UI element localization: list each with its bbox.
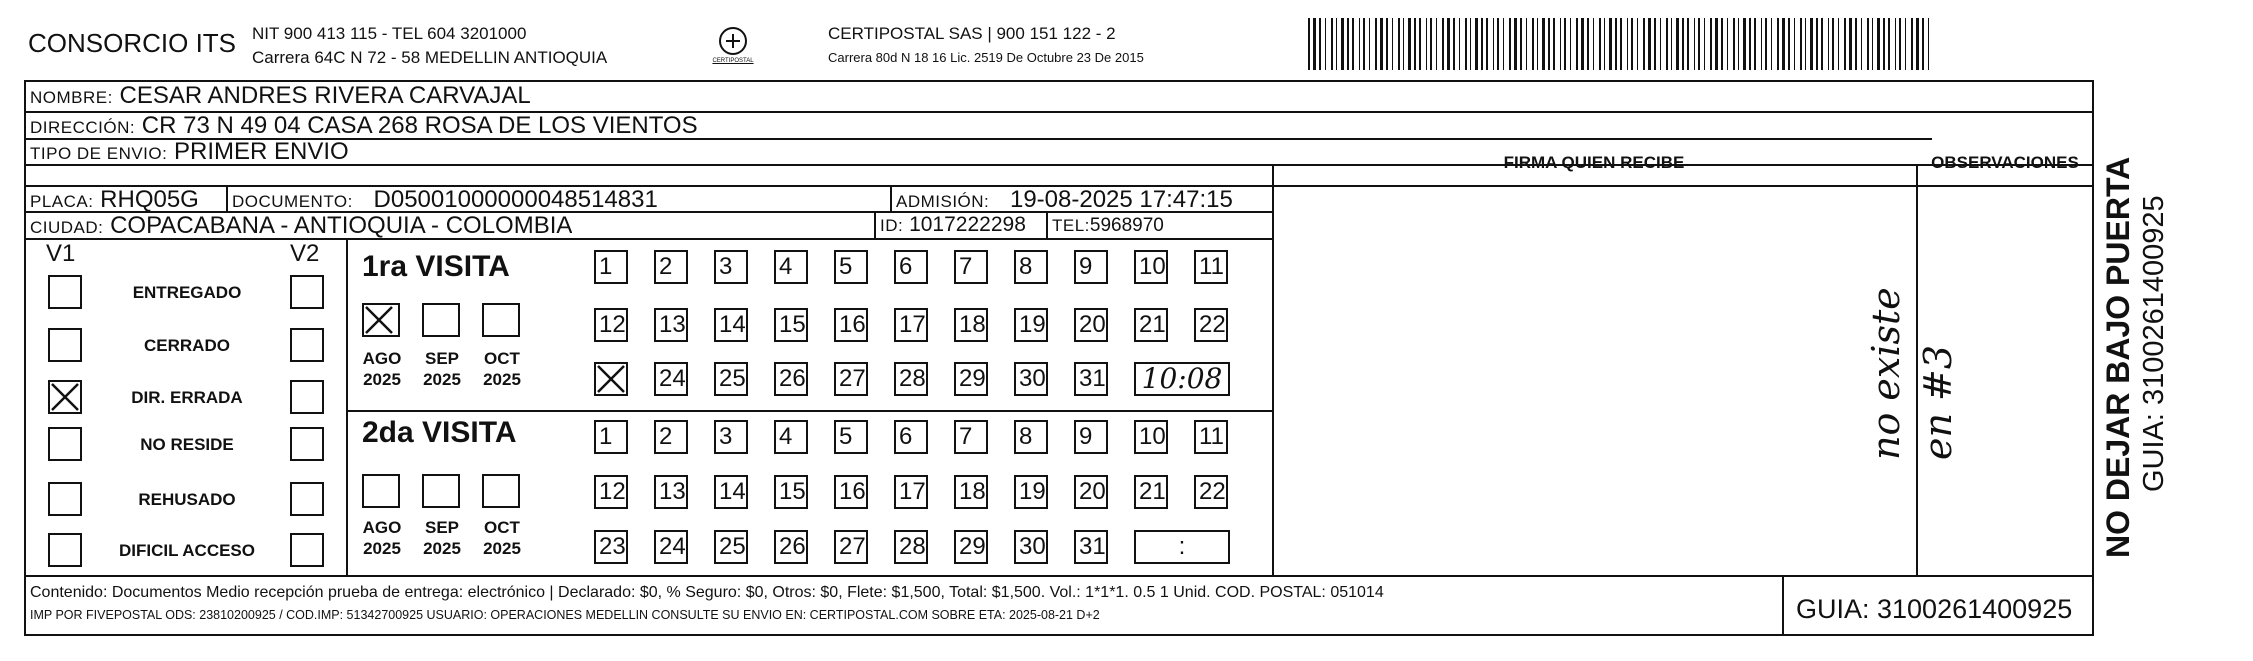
month-name: SEP [424,349,460,368]
day-box[interactable]: 9 [1074,250,1108,284]
day-box[interactable]: 2 [654,250,688,284]
plate-cell [30,188,199,212]
day-box[interactable]: 7 [954,250,988,284]
day-box[interactable]: 14 [714,308,748,342]
day-box[interactable]: 24 [654,530,688,564]
first-visit-title: 1ra VISITA [362,250,510,283]
month-label [412,517,472,559]
barcode [1308,18,1936,70]
footer-printing: IMP POR FIVEPOSTAL ODS: 23810200925 / COD.IMP: 51342700925 USUARIO: OPERACIONES MEDELLIN CONSULTE SU ENVIO EN: CERTIPOSTAL.COM SOBRE ETA: 2025-08-21 D+2 [30,608,1100,622]
observations-note: no existe en #3 [1864,287,1960,460]
day-box[interactable]: 25 [714,530,748,564]
day-box[interactable]: 21 [1134,475,1168,509]
day-box[interactable]: 11 [1194,250,1228,284]
time-box[interactable]: : [1134,530,1230,564]
document-label: DOCUMENTO: [232,192,353,211]
month-label [472,348,532,390]
v1-checkbox[interactable] [48,380,82,414]
id-cell [880,214,1026,235]
day-box[interactable]: 26 [774,362,808,396]
name-label: NOMBRE: [30,88,113,107]
month-name: OCT [484,349,520,368]
v1-checkbox[interactable] [48,427,82,461]
recipient-name: CESAR ANDRES RIVERA CARVAJAL [119,84,531,108]
month-year: 2025 [483,539,521,558]
signature-header: FIRMA QUIEN RECIBE [1503,153,1685,172]
v1-header: V1 [46,240,76,267]
day-box[interactable]: 2 [654,420,688,454]
certipostal-line: CERTIPOSTAL SAS | 900 151 122 - 2 [828,24,1116,43]
month-checkbox[interactable] [422,303,460,337]
status-label: REHUSADO [138,490,236,509]
month-year: 2025 [363,370,401,389]
month-checkbox[interactable] [482,474,520,508]
id-number: 1017222298 [909,214,1026,235]
day-box[interactable]: 3 [714,420,748,454]
time-box[interactable]: 10:08 [1134,362,1230,396]
send-type-row [30,140,349,164]
address-row [30,114,698,138]
plate: RHQ05G [100,188,199,212]
day-box[interactable]: 7 [954,420,988,454]
barcode-icon [1308,18,1936,70]
company-name: CONSORCIO ITS [28,28,237,58]
month-label [472,517,532,559]
certipostal-address: Carrera 80d N 18 16 Lic. 2519 De Octubre 23 De 2015 [828,50,1144,65]
day-box[interactable]: 30 [1014,530,1048,564]
day-box[interactable]: 15 [774,475,808,509]
status-label: CERRADO [144,336,230,355]
month-name: AGO [362,349,402,368]
v1-checkbox[interactable] [48,328,82,362]
month-name: SEP [424,518,460,537]
v2-checkbox[interactable] [290,380,324,414]
day-box[interactable]: 22 [1194,475,1228,509]
logo-text: CERTIPOSTAL [712,58,754,64]
side-guide: GUIA: 3100261400925 [2138,195,2170,492]
day-box[interactable]: 18 [954,475,988,509]
address-label: DIRECCIÓN: [30,118,136,137]
v2-checkbox[interactable] [290,275,324,309]
month-year: 2025 [483,370,521,389]
city: COPACABANA - ANTIOQUIA - COLOMBIA [110,214,573,238]
day-box[interactable]: 12 [594,475,628,509]
day-box[interactable]: 28 [894,362,928,396]
company-address: Carrera 64C N 72 - 58 MEDELLIN ANTIOQUIA [252,48,608,67]
tel-cell [1052,216,1164,235]
day-box[interactable]: 11 [1194,420,1228,454]
city-cell [30,214,572,238]
month-year: 2025 [423,539,461,558]
day-box[interactable]: 26 [774,530,808,564]
document-cell [232,188,658,212]
day-box[interactable]: 4 [774,250,808,284]
day-box[interactable]: 19 [1014,475,1048,509]
day-box[interactable]: 20 [1074,308,1108,342]
v1-checkbox[interactable] [48,275,82,309]
observations-header: OBSERVACIONES [1931,153,2079,172]
send-type-label: TIPO DE ENVIO: [30,144,168,163]
recipient-address: CR 73 N 49 04 CASA 268 ROSA DE LOS VIENTOS [141,114,698,138]
month-checkbox[interactable] [482,303,520,337]
day-box[interactable]: 28 [894,530,928,564]
v2-checkbox[interactable] [290,328,324,362]
month-checkbox[interactable] [422,474,460,508]
day-box[interactable]: 5 [834,250,868,284]
status-label: ENTREGADO [132,283,242,302]
status-label: NO RESIDE [140,435,234,454]
plate-label: PLACA: [30,192,94,211]
day-box[interactable]: 16 [834,475,868,509]
month-label [352,348,412,390]
status-label: DIR. ERRADA [131,388,243,407]
day-box[interactable]: 6 [894,250,928,284]
admission: 19-08-2025 17:47:15 [1009,188,1233,212]
day-box[interactable]: 23 [594,530,628,564]
day-box[interactable]: 6 [894,420,928,454]
month-year: 2025 [363,539,401,558]
certipostal-logo [708,24,758,70]
day-box[interactable]: 14 [714,475,748,509]
v2-header: V2 [290,240,320,267]
month-label [352,517,412,559]
month-checkbox[interactable] [362,474,400,508]
footer-content: Contenido: Documentos Medio recepción prueba de entrega: electrónico | Declarado: $0, % Seguro: $0, Otros: $0, Flete: $1,500, Total: $1,500. Vol.: 1*1*1. 0.5 1 Unid. COD. POSTAL: 051014 [30,584,1384,601]
status-label: DIFICIL ACCESO [118,541,255,560]
day-box[interactable]: 16 [834,308,868,342]
day-box[interactable]: 24 [654,362,688,396]
day-box[interactable]: 10 [1134,250,1168,284]
day-box[interactable]: 13 [654,308,688,342]
day-box[interactable]: 3 [714,250,748,284]
day-box[interactable]: 1 [594,250,628,284]
day-box[interactable]: 29 [954,530,988,564]
month-label [412,348,472,390]
tel: 5968970 [1089,216,1164,235]
day-box[interactable]: 17 [894,308,928,342]
day-box[interactable]: 27 [834,362,868,396]
city-label: CIUDAD: [30,218,104,237]
v2-checkbox[interactable] [290,533,324,567]
day-box[interactable]: 13 [654,475,688,509]
send-type: PRIMER ENVIO [174,140,349,164]
day-box[interactable]: 30 [1014,362,1048,396]
id-label: ID: [880,216,904,235]
day-box[interactable]: 10 [1134,420,1168,454]
day-box[interactable]: 4 [774,420,808,454]
month-name: OCT [484,518,520,537]
day-box[interactable] [594,362,628,396]
day-box[interactable]: 8 [1014,420,1048,454]
month-year: 2025 [423,370,461,389]
day-box[interactable]: 25 [714,362,748,396]
footer-guide: GUIA: 3100261400925 [1796,594,2073,624]
v1-checkbox[interactable] [48,482,82,516]
day-box[interactable]: 5 [834,420,868,454]
day-box[interactable]: 17 [894,475,928,509]
admission-cell [896,188,1233,212]
name-row [30,84,531,108]
admission-label: ADMISIÓN: [896,192,990,211]
document: D05001000000048514831 [373,188,658,212]
tel-label: TEL: [1052,216,1090,235]
day-box[interactable]: 12 [594,308,628,342]
day-box[interactable]: 9 [1074,420,1108,454]
day-box[interactable]: 20 [1074,475,1108,509]
second-visit-title: 2da VISITA [362,416,517,449]
v2-checkbox[interactable] [290,427,324,461]
day-box[interactable]: 31 [1074,530,1108,564]
company-nit: NIT 900 413 115 - TEL 604 3201000 [252,24,527,43]
day-box[interactable]: 1 [594,420,628,454]
day-box[interactable]: 31 [1074,362,1108,396]
day-box[interactable]: 21 [1134,308,1168,342]
day-box[interactable]: 22 [1194,308,1228,342]
month-name: AGO [362,518,402,537]
day-box[interactable]: 15 [774,308,808,342]
day-box[interactable]: 27 [834,530,868,564]
day-box[interactable]: 18 [954,308,988,342]
day-box[interactable]: 8 [1014,250,1048,284]
v1-checkbox[interactable] [48,533,82,567]
v2-checkbox[interactable] [290,482,324,516]
day-box[interactable]: 29 [954,362,988,396]
side-warning: NO DEJAR BAJO PUERTA [2100,156,2136,558]
day-box[interactable]: 19 [1014,308,1048,342]
month-checkbox[interactable] [362,303,400,337]
